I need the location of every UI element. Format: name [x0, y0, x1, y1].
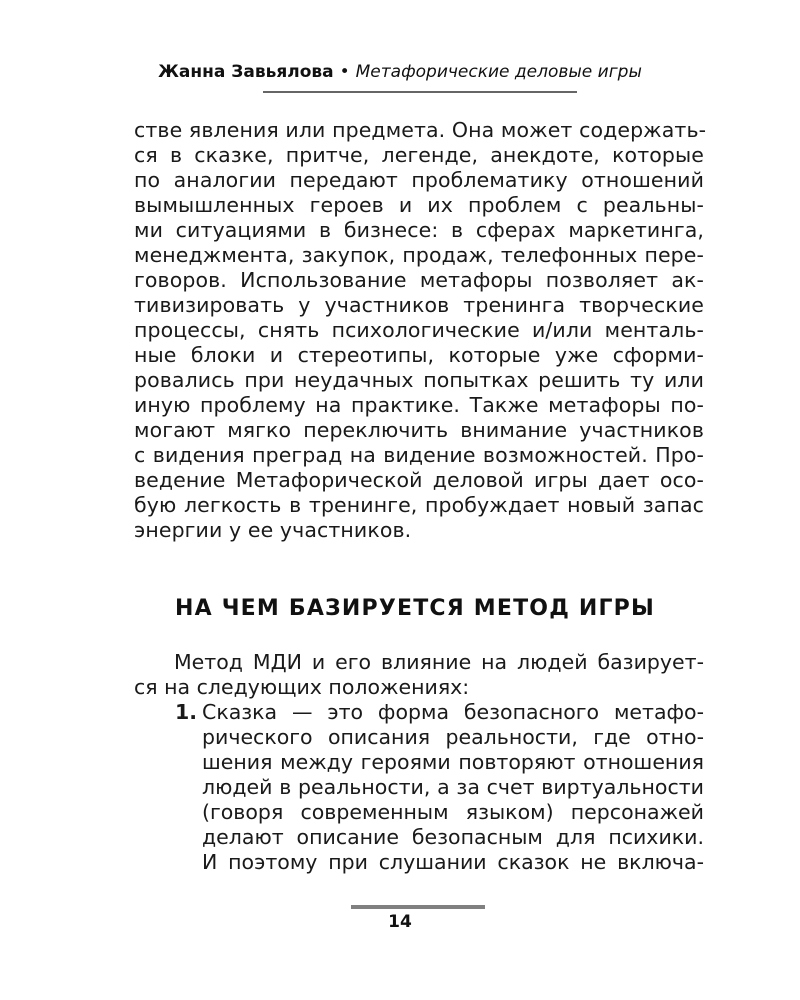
text-line: тивизировать у участников тренинга творческие: [134, 293, 704, 317]
text-line: И поэтому при слушании сказок не включа-: [202, 850, 704, 874]
text-line: могают мягко переключить внимание участников: [134, 418, 704, 442]
text-line: рического описания реальности, где отно-: [202, 725, 704, 749]
body-paragraph: [134, 118, 707, 543]
text-line: людей в реальности, а за счет виртуальности: [202, 775, 704, 799]
page-number: 14: [388, 912, 412, 932]
text-line: ные блоки и стереотипы, которые уже сформи-: [134, 343, 704, 367]
text-line: говоров. Использование метафоры позволяет ак-: [134, 268, 704, 292]
text-line: иную проблему на практике. Также метафоры по-: [134, 393, 704, 417]
header-bullet: •: [339, 62, 350, 82]
text-line: ведение Метафорической деловой игры дает осо-: [134, 468, 704, 492]
list-number: 1.: [175, 700, 198, 724]
text-line: шения между героями повторяют отношения: [202, 750, 704, 774]
text-line: бую легкость в тренинге, пробуждает новый запас: [134, 493, 704, 517]
header-author: Жанна Завьялова: [158, 62, 334, 82]
text-line: по аналогии передают проблематику отношений: [134, 168, 704, 192]
text-line: Сказка — это форма безопасного метафо-: [202, 700, 704, 724]
text-line: с видения преград на видение возможностей. Про-: [134, 443, 704, 467]
text-line: энергии у ее участников.: [134, 518, 412, 542]
section-heading: НА ЧЕМ БАЗИРУЕТСЯ МЕТОД ИГРЫ: [175, 596, 655, 621]
text-line: ми ситуациями в бизнесе: в сферах маркетинга,: [134, 218, 704, 242]
header-book-title: Метафорические деловые игры: [355, 62, 642, 82]
text-line: стве явления или предмета. Она может содержать-: [134, 118, 707, 142]
text-line: ся в сказке, притче, легенде, анекдоте, которые: [134, 143, 704, 167]
text-line: менеджмента, закупок, продаж, телефонных пере-: [134, 243, 704, 267]
intro-paragraph: [134, 650, 704, 700]
text-line: ровались при неудачных попытках решить ту или: [134, 368, 704, 392]
text-line: делают описание безопасным для психики.: [202, 825, 704, 849]
text-line: вымышленных героев и их проблем с реальны-: [134, 193, 704, 217]
footer-rule: [351, 905, 485, 909]
text-line: (говоря современным языком) персонажей: [202, 800, 704, 824]
text-line: ся на следующих положениях:: [134, 675, 470, 699]
text-line: процессы, снять психологические и/или менталь-: [134, 318, 704, 342]
header-rule: [263, 91, 577, 93]
running-header: [0, 62, 800, 82]
text-line: Метод МДИ и его влияние на людей базирует-: [174, 650, 704, 674]
numbered-list-item: [175, 700, 704, 875]
